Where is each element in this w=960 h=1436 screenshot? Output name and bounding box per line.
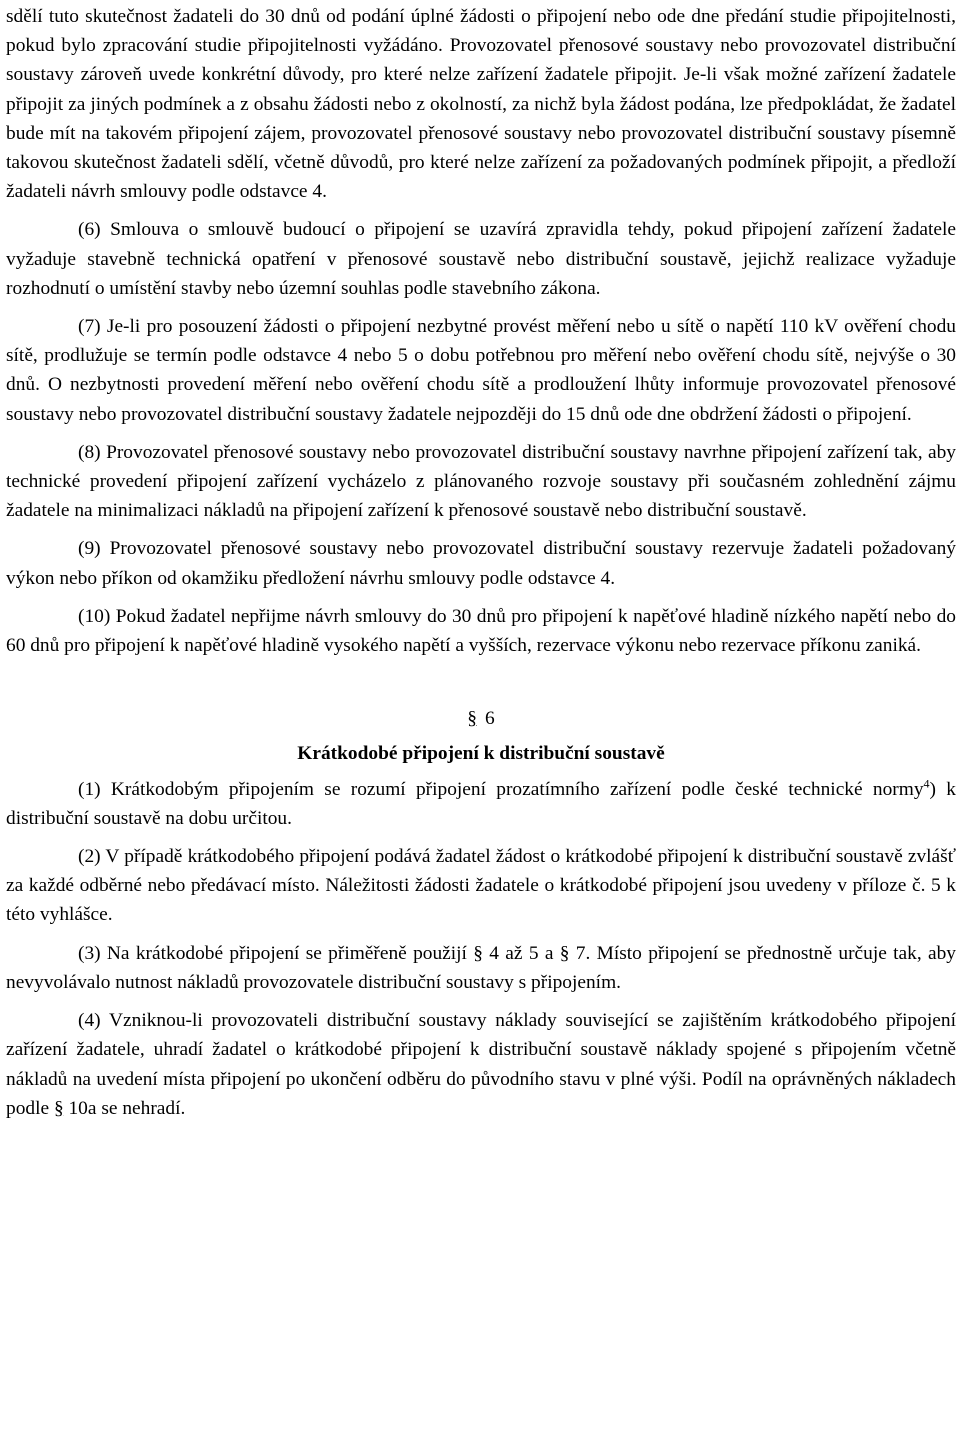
spacer (6, 833, 956, 842)
section-paragraph-4 (6, 1006, 956, 1123)
paragraph-10: (10) Pokud žadatel nepřijme návrh smlouvy do 30 dnů pro připojení k napěťové hladině nízkého napětí nebo do 60 dnů pro připojení k napěťové hladině vysokého napětí a vyšších, rezervace výkonu nebo rezervace příkonu zaniká. (6, 605, 956, 657)
s1-text-after: ) k distribuční soustavě na dobu určitou. (6, 778, 956, 829)
spacer (6, 930, 956, 939)
section-symbol-ref: § (473, 942, 483, 964)
s4-text-a: (4) Vzniknou-li provozovateli distribuční soustavy náklady související se zajištěním krátkodobého připojení zařízení žadatele, uhradí žadatel o krátkodobé připojení k distribuční soustavě náklady spojené s připojením včetně nákladů na uvedení místa připojení po ukončení odběru do původního stavu v plné výši. Podíl na oprávněných nákladech podle (6, 1010, 956, 1119)
spacer (6, 525, 956, 534)
document-page (6, 2, 956, 1123)
section-symbol-ref: § (53, 1097, 64, 1119)
section-heading-number (6, 704, 956, 733)
spacer (6, 206, 956, 215)
section-paragraph-2: (2) V případě krátkodobého připojení podává žadatel žádost o krátkodobé připojení k distribuční soustavě zvlášť za každé odběrné nebo předávací místo. Náležitosti žádosti žadatele o krátkodobé připojení jsou uvedeny v příloze č. 5 k této vyhlášce. (6, 846, 956, 926)
section-symbol-ref: § (559, 942, 570, 964)
section-number: 6 (485, 708, 495, 730)
spacer (6, 660, 956, 704)
s1-text-before: (1) Krátkodobým připojením se rozumí připojení prozatímního zařízení podle české technické normy (78, 778, 924, 800)
s4-text-b: 10a se nehradí. (63, 1097, 186, 1119)
s3-text-a: (3) Na krátkodobé připojení se přiměřeně použijí (78, 942, 474, 964)
s3-text-c: 7. Místo připojení se přednostně určuje tak, aby nevyvolávalo nutnost nákladů provozovatele distribuční soustavy s připojením. (6, 942, 956, 993)
section-symbol: § (467, 708, 477, 730)
paragraph-9: (9) Provozovatel přenosové soustavy nebo provozovatel distribuční soustavy rezervuje žadateli požadovaný výkon nebo příkon od okamžiku předložení návrhu smlouvy podle odstavce 4. (6, 538, 956, 589)
paragraph-8: (8) Provozovatel přenosové soustavy nebo provozovatel distribuční soustavy navrhne připojení zařízení tak, aby technické provedení připojení zařízení vycházelo z plánovaného rozvoje soustavy při současném zohlednění zájmu žadatele na minimalizaci nákladů na připojení zařízení k přenosové soustavě nebo distribuční soustavě. (6, 441, 956, 522)
paragraph-6: (6) Smlouva o smlouvě budoucí o připojení se uzavírá zpravidla tehdy, pokud připojení zařízení žadatele vyžaduje stavebně technická opatření v přenosové soustavě nebo distribuční soustavě, jejichž realizace vyžaduje rozhodnutí o umístění stavby nebo územní souhlas podle stavebního zákona. (6, 219, 956, 299)
paragraph-continuation: sdělí tuto skutečnost žadateli do 30 dnů od podání úplné žádosti o připojení nebo ode dne předání studie připojitelnosti, pokud bylo zpracování studie připojitelnosti vyžádáno. Provozovatel přenosové soustavy nebo provozovatel distribuční soustavy zároveň uvede konkrétní důvody, pro které nelze zařízení žadatele připojit. Je-li však možné zařízení žadatele připojit za jiných podmínek a z obsahu žádosti nebo z okolností, za nichž byla žádost podána, lze předpokládat, že žadatel bude mít na takovém připojení zájem, provozovatel přenosové soustavy nebo provozovatel distribuční soustavy písemně takovou skutečnost žadateli sdělí, včetně důvodů, pro které nelze zařízení za požadovaných podmínek připojit, a předloží žadateli návrh smlouvy podle odstavce 4. (6, 6, 956, 203)
spacer (6, 303, 956, 312)
section-paragraph-3 (6, 939, 956, 997)
spacer (6, 593, 956, 602)
spacer (6, 429, 956, 438)
spacer (6, 997, 956, 1006)
section-title: Krátkodobé připojení k distribuční soustavě (297, 743, 665, 765)
section-paragraph-1 (6, 775, 956, 833)
s3-text-b: 4 až 5 a (482, 942, 560, 964)
paragraph-7: (7) Je-li pro posouzení žádosti o připojení nezbytné provést měření nebo u sítě o napětí 110 kV ověření chodu sítě, prodlužuje se termín podle odstavce 4 nebo 5 o dobu potřebnou pro měření nebo ověření chodu sítě, nejvýše o 30 dnů. O nezbytnosti provedení měření nebo ověření chodu sítě a prodloužení lhůty informuje provozovatel přenosové soustavy nebo provozovatel distribuční soustavy žadatele nejpozději do 15 dnů ode dne obdržení žádosti o připojení. (6, 316, 956, 425)
footnote-reference: 4 (923, 776, 930, 791)
